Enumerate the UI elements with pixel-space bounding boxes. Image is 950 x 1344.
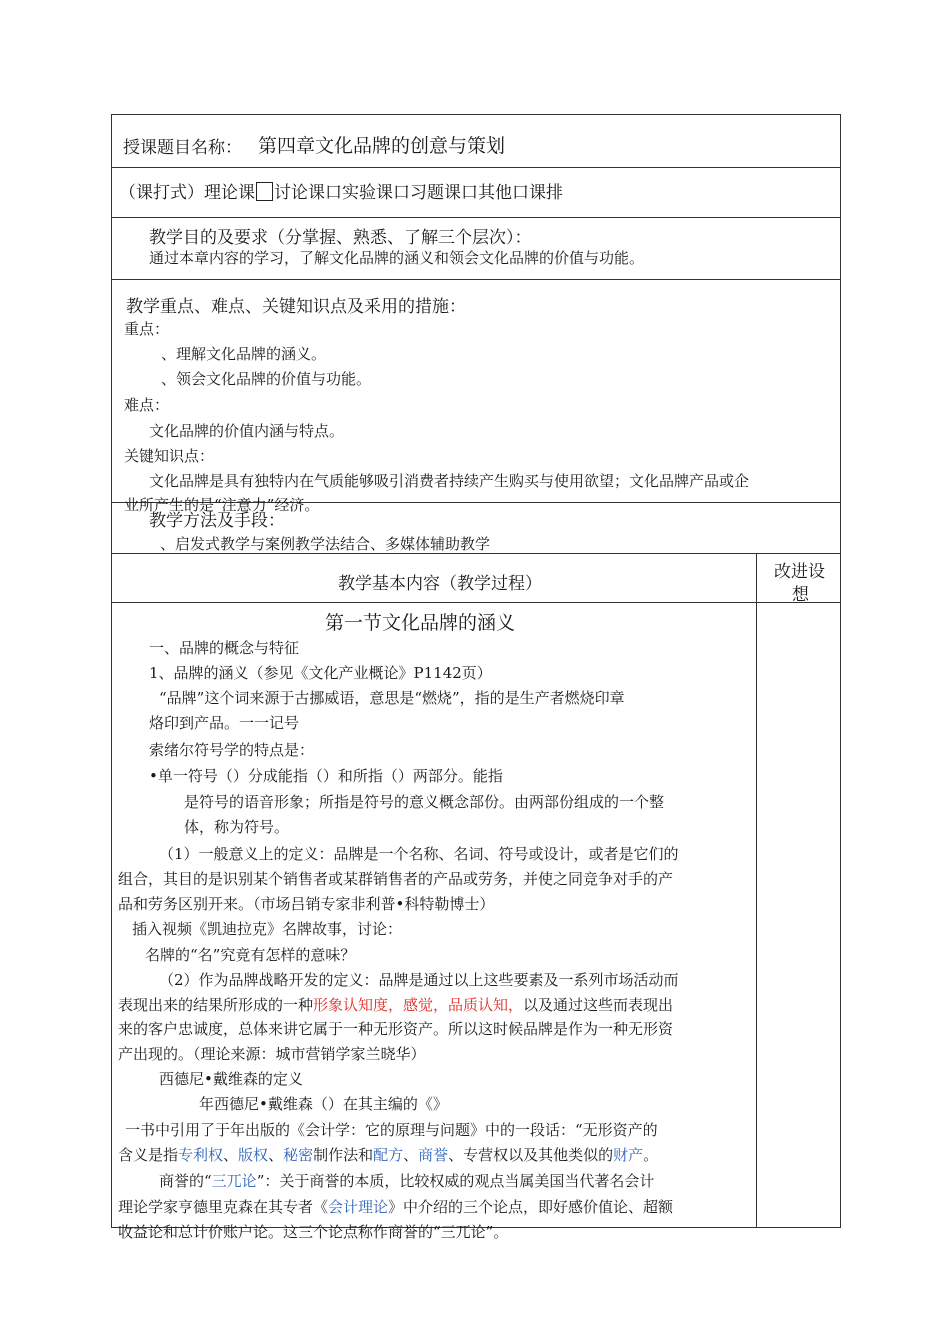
content-line: 1、品牌的涵义（参见《文化产业概论》P1142页） xyxy=(149,664,492,682)
title-label: 授课题目名称： xyxy=(123,138,242,158)
column-divider xyxy=(756,554,757,1227)
course-type-rest: 讨论课口实验课口习题课口其他口课排 xyxy=(274,183,563,203)
content-line: 理论学家亨德里克森在其专者《会计理论》中介绍的三个论点，即好感价值论、超额 xyxy=(118,1198,674,1216)
content-line: 西德尼•戴维森的定义 xyxy=(159,1070,303,1088)
key-points-row xyxy=(112,280,840,514)
course-type-row xyxy=(112,168,840,218)
guanjian-label: 关键知识点： xyxy=(124,447,215,465)
link-goodwill[interactable]: 商誉 xyxy=(418,1146,449,1164)
content-line: 收益论和总计价账户论。这三个论点称作商誉的“三兀论”。 xyxy=(118,1223,509,1241)
content-line: •单一符号（）分成能指（）和所指（）两部分。能指 xyxy=(149,767,503,785)
content-line: 烙印到产品。一一记号 xyxy=(149,714,300,732)
guanjian-line-1: 文化品牌是具有独特内在气质能够吸引消费者持续产生购买与使用欲望；文化品牌产品或企 xyxy=(149,472,750,490)
content-body xyxy=(112,603,756,1241)
title-row xyxy=(112,115,840,168)
objectives-text: 通过本章内容的学习，了解文化品牌的涵义和领会文化品牌的价值与功能。 xyxy=(149,249,645,267)
nandian-item-1: 文化品牌的价值内涵与特点。 xyxy=(149,422,345,440)
content-header-main: 教学基本内容（教学过程） xyxy=(338,574,542,594)
section-title: 第一节文化品牌的涵义 xyxy=(325,612,516,634)
link-three-theory[interactable]: 三兀论 xyxy=(211,1172,257,1190)
highlight-red: 形象认知度，感觉，品质认知， xyxy=(313,996,524,1014)
content-line: 来的客户忠诚度，总体来讲它属于一种无形资产。所以这时候品牌是作为一种无形资 xyxy=(118,1020,674,1038)
content-line: 名牌的“名”究竟有怎样的意味？ xyxy=(145,946,356,964)
course-type-line xyxy=(119,178,563,203)
content-line: 插入视频《凯迪拉克》名牌故事，讨论： xyxy=(132,920,403,938)
content-line: 产出现的。（理论来源：城市营销学家兰晓华） xyxy=(118,1045,426,1063)
content-line: 表现出来的结果所形成的一种形象认知度，感觉，品质认知，以及通过这些而表现出 xyxy=(118,996,674,1014)
link-copyright[interactable]: 版权 xyxy=(238,1146,269,1164)
content-line: 含义是指专利权、版权、秘密制作法和配方、商誉、专营权以及其他类似的财产。 xyxy=(118,1146,659,1164)
content-line: 体，称为符号。 xyxy=(184,818,290,836)
link-accounting-theory[interactable]: 会计理论 xyxy=(328,1198,389,1216)
title-value: 第四章文化品牌的创意与策划 xyxy=(258,135,506,157)
link-property[interactable]: 财产 xyxy=(613,1146,644,1164)
methods-heading: 教学方法及手段： xyxy=(149,511,285,531)
lesson-plan-table xyxy=(111,114,841,1241)
link-formula[interactable]: 配方 xyxy=(373,1146,404,1164)
guanjian-line-2: 业所产生的是“注意力”经济。 xyxy=(124,496,320,514)
content-line: 一、品牌的概念与特征 xyxy=(149,639,300,657)
zhongdian-label: 重点： xyxy=(124,320,170,338)
objectives-row xyxy=(112,218,840,280)
link-patent[interactable]: 专利权 xyxy=(178,1146,224,1164)
objectives-heading: 教学目的及要求（分掌握、熟悉、了解三个层次）： xyxy=(149,228,532,248)
key-points-heading: 教学重点、难点、关键知识点及釆用的措施： xyxy=(126,297,466,317)
methods-row xyxy=(112,503,840,554)
content-header-side-2: 想 xyxy=(792,585,809,605)
content-line: 年西德尼•戴维森（）在其主编的《》 xyxy=(199,1095,448,1113)
zhongdian-item-2: 、领会文化品牌的价值与功能。 xyxy=(161,370,372,388)
content-line: （1）一般意义上的定义：品牌是一个名称、名词、符号或设计，或者是它们的 xyxy=(159,845,679,863)
content-line: 品和劳务区别开来。（市场吕销专家非利普•科特勒博士） xyxy=(118,895,495,913)
content-header-side-1: 改进设 xyxy=(774,562,825,582)
zhongdian-item-1: 、理解文化品牌的涵义。 xyxy=(161,345,327,363)
theory-checkbox[interactable] xyxy=(256,182,273,201)
content-line: “品牌”这个词来源于古挪威语，意思是“燃烧”，指的是生产者燃烧印章 xyxy=(159,689,625,707)
content-line: 组合，其目的是识别某个销售者或某群销售者的产品或劳务，并使之同竞争对手的产 xyxy=(118,870,674,888)
course-type-prefix: （课打式）理论课 xyxy=(119,183,255,203)
methods-text: 、启发式教学与案例教学法结合、多媒体辅助教学 xyxy=(160,535,491,553)
content-line: 索绪尔符号学的特点是： xyxy=(149,741,315,759)
content-line: 一书中引用了于年出版的《会计学：它的原理与问题》中的一段话：“无形资产的 xyxy=(125,1121,658,1139)
content-line: 是符号的语音形象；所指是符号的意义概念部份。由两部份组成的一个整 xyxy=(184,793,665,811)
content-line: 商誉的“三兀论”：关于商誉的本质，比较权威的观点当属美国当代著名会计 xyxy=(159,1172,655,1190)
content-header-row xyxy=(112,554,840,603)
nandian-label: 难点： xyxy=(124,396,170,414)
link-secret[interactable]: 秘密 xyxy=(283,1146,314,1164)
content-line: （2）作为品牌战略开发的定义：品牌是通过以上这些要素及一系列市场活动而 xyxy=(159,971,679,989)
